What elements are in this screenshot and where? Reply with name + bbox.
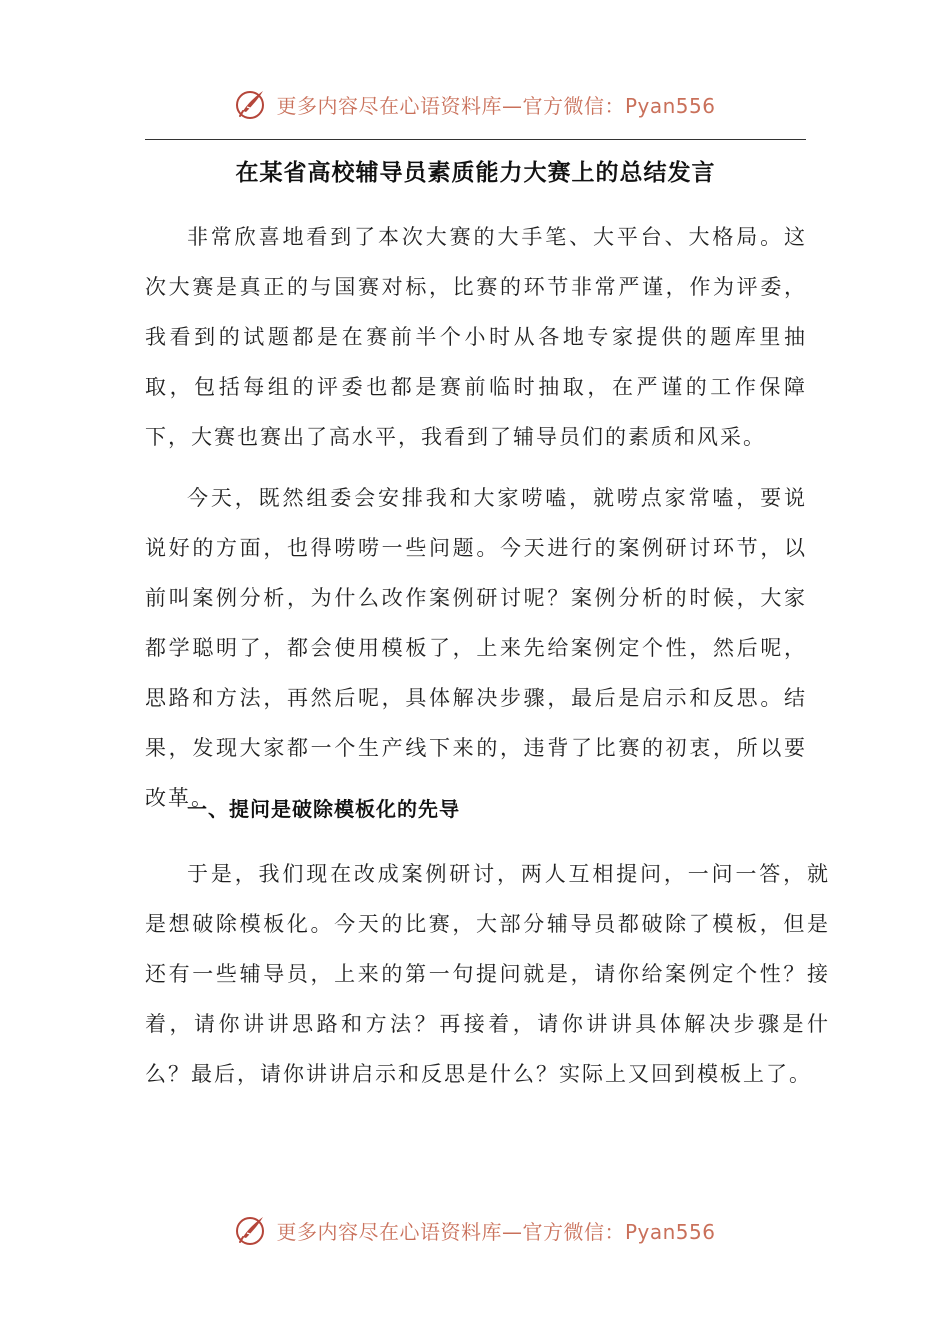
footer-banner-text: 更多内容尽在心语资料库—官方微信：Pyan556 xyxy=(276,1219,716,1244)
paragraph-3: 于是，我们现在改成案例研讨，两人互相提问，一问一答，就是想破除模板化。今天的比赛，大部分辅导员都破除了模板，但是还有一些辅导员，上来的第一句提问就是，请你给案例定个性？接着，请你讲讲思路和方法？再接着，请你讲讲具体解决步骤是什么？最后，请你讲讲启示和反思是什么？实际上又回到模板上了。 xyxy=(145,862,830,1086)
document-title: 在某省高校辅导员素质能力大赛上的总结发言 xyxy=(235,160,716,186)
quill-pen-icon xyxy=(234,87,268,121)
footer-banner xyxy=(0,1208,950,1252)
header-divider xyxy=(145,139,806,140)
section-heading: 一、提问是破除模板化的先导 xyxy=(187,797,460,821)
paragraph-1: 非常欣喜地看到了本次大赛的大手笔、大平台、大格局。这次大赛是真正的与国赛对标，比赛的环节非常严谨，作为评委，我看到的试题都是在赛前半个小时从各地专家提供的题库里抽取，包括每组的评委也都是赛前临时抽取，在严谨的工作保障下，大赛也赛出了高水平，我看到了辅导员们的素质和风采。 xyxy=(145,225,807,449)
quill-pen-icon xyxy=(234,1213,268,1247)
header-banner xyxy=(0,82,950,126)
header-banner-text: 更多内容尽在心语资料库—官方微信：Pyan556 xyxy=(276,93,716,118)
paragraph-2: 今天，既然组委会安排我和大家唠嗑，就唠点家常嗑，要说说好的方面，也得唠唠一些问题。今天进行的案例研讨环节，以前叫案例分析，为什么改作案例研讨呢？案例分析的时候，大家都学聪明了，都会使用模板了，上来先给案例定个性，然后呢，思路和方法，再然后呢，具体解决步骤，最后是启示和反思。结果，发现大家都一个生产线下来的，违背了比赛的初衷，所以要改革。 xyxy=(145,486,807,810)
